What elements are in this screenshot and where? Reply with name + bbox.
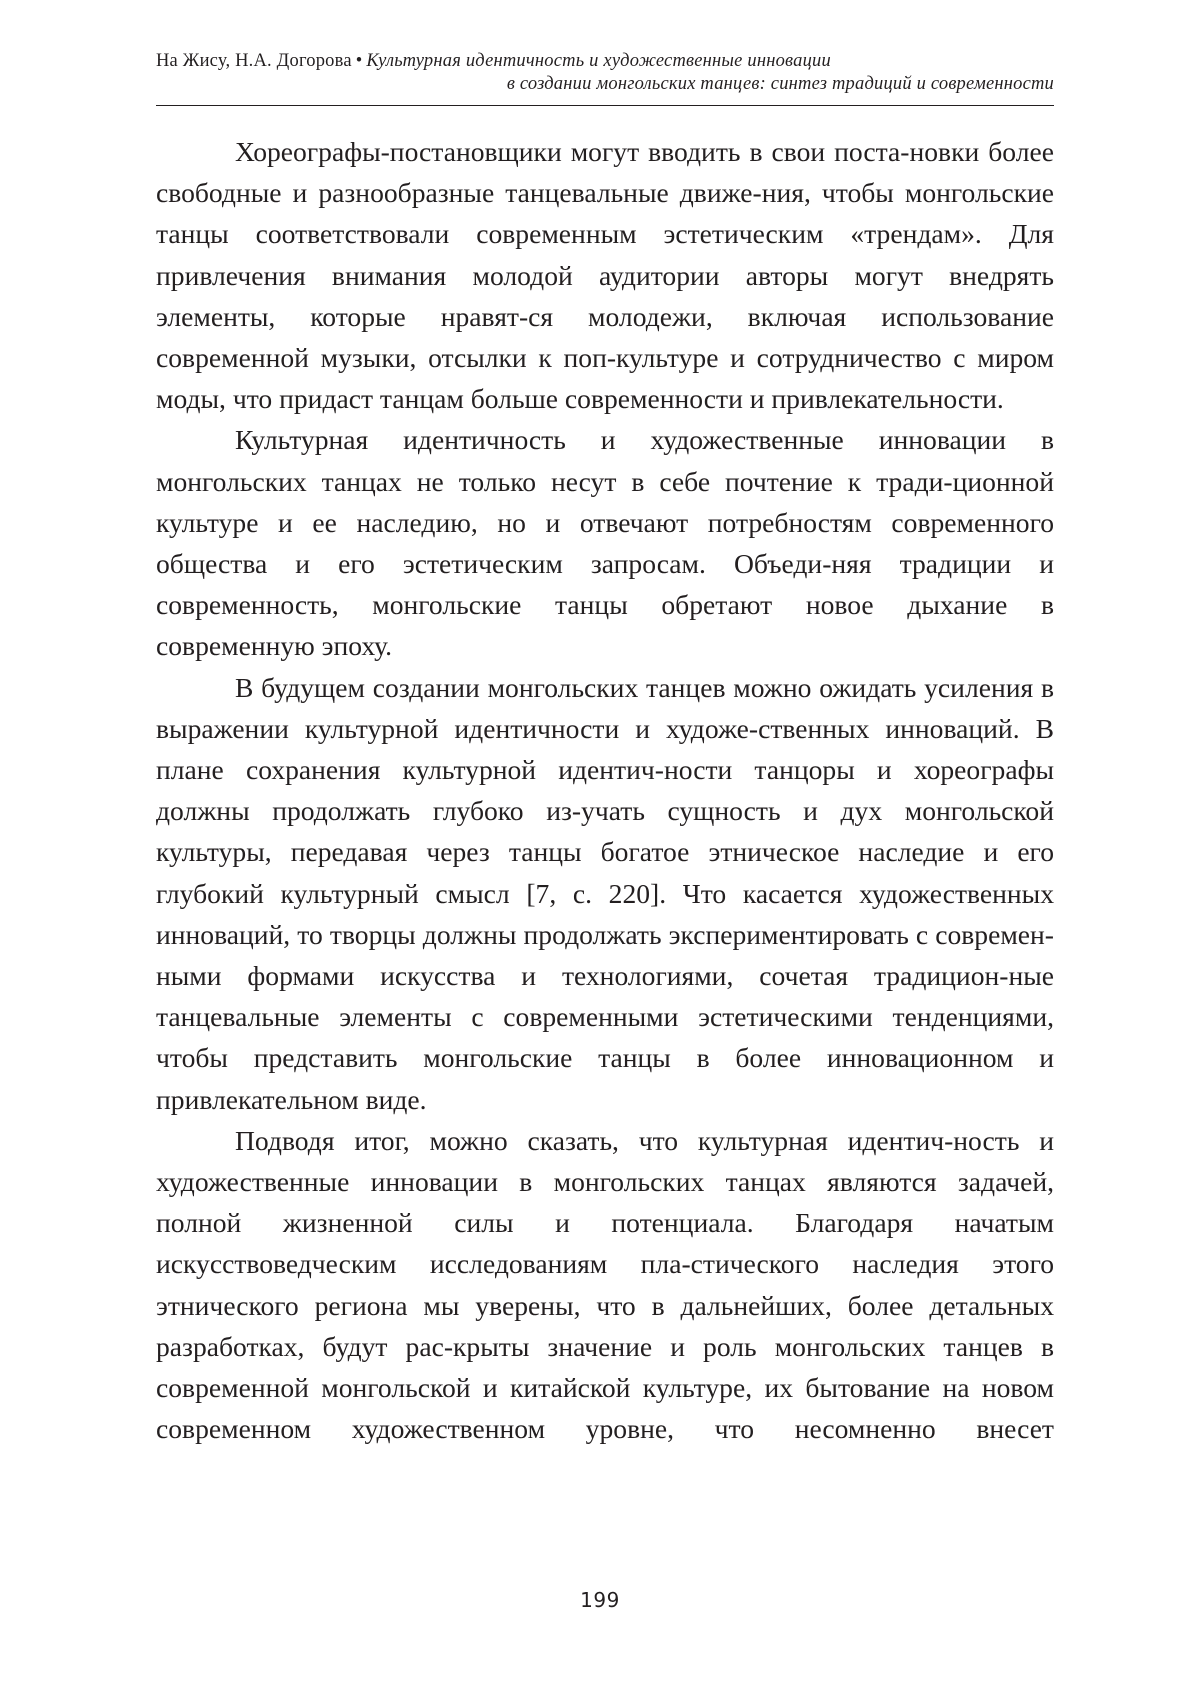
header-rule [156, 105, 1054, 106]
page-number: 199 [580, 1588, 620, 1612]
running-header [156, 50, 1054, 96]
paragraph-1: Хореографы-постановщики могут вводить в свои поста-новки более свободные и разнообразные танцевальные движе-ния, чтобы монгольские танцы соответствовали современным эстетическим «трендам». Для привлечения внимания молодой аудитории авторы могут внедрять элементы, которые нравят-ся молодежи, включая использование современной музыки, отсылки к поп-культуре и сотрудничество с миром моды, что придаст танцам больше современности и привлекательности. [156, 136, 1054, 415]
header-title-line-1: Культурная идентичность и художественные инновации [366, 51, 831, 71]
paragraph-4: Подводя итог, можно сказать, что культурная идентич-ность и художественные инновации в монгольских танцах являются задачей, полной жизненной силы и потенциала. Благодаря начатым искусствоведческим исследованиям пла-стического наследия этого этнического региона мы уверены, что в дальнейших, более детальных разработках, будут рас-крыты значение и роль монгольских танцев в современной монгольской и китайской культуре, их бытование на новом современном художественном уровне, что несомненно внесет [156, 1124, 1054, 1445]
paragraph-2: Культурная идентичность и художественные инновации в монгольских танцах не только несут в себе почтение к тради-ционной культуре и ее наследию, но и отвечают потребностям современного общества и его эстетическим запросам. Объеди-няя традиции и современность, монгольские танцы обретают новое дыхание в современную эпоху. [156, 424, 1054, 662]
header-separator: • [355, 51, 363, 71]
header-authors: На Жису, Н.А. Догорова [156, 51, 352, 71]
paragraph-3: В будущем создании монгольских танцев можно ожидать усиления в выражении культурной идентичности и художе-ственных инноваций. В плане сохранения культурной идентич-ности танцоры и хореографы должны продолжать глубоко из-учать сущность и дух монгольской культуры, передавая через танцы богатое этническое наследие и его глубокий культурный смысл [7, с. 220]. Что касается художественных инноваций, то творцы должны продолжать экспериментировать с современ-ными формами искусства и технологиями, сочетая традицион-ные танцевальные элементы с современными эстетическими тенденциями, чтобы представить монгольские танцы в более инновационном и привлекательном виде. [156, 671, 1054, 1115]
running-header-line-1 [156, 50, 1054, 73]
header-title-line-2: в создании монгольских танцев: синтез традиций и современности [506, 74, 1054, 94]
article-body [156, 131, 1054, 1450]
